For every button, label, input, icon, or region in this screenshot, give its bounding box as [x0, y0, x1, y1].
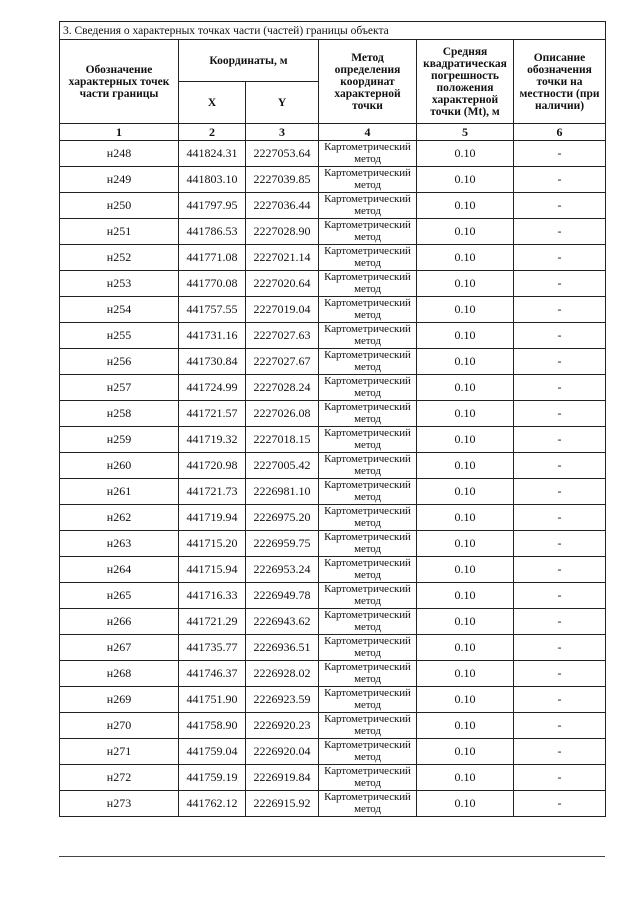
- table-row: [60, 245, 606, 271]
- point-cell: н271: [60, 739, 179, 765]
- point-cell: н270: [60, 713, 179, 739]
- point-cell: н263: [60, 531, 179, 557]
- header-method: Метод определения координат характерной точки: [319, 40, 417, 124]
- error-cell: 0.10: [417, 609, 514, 635]
- table-row: [60, 557, 606, 583]
- description-cell: -: [514, 635, 606, 661]
- x-coordinate-cell: 441759.19: [179, 765, 246, 791]
- header-y: Y: [246, 82, 319, 124]
- description-cell: -: [514, 401, 606, 427]
- error-cell: 0.10: [417, 765, 514, 791]
- description-cell: -: [514, 557, 606, 583]
- y-coordinate-cell: 2227027.67: [246, 349, 319, 375]
- point-cell: н256: [60, 349, 179, 375]
- y-coordinate-cell: 2226953.24: [246, 557, 319, 583]
- description-cell: -: [514, 219, 606, 245]
- table-row: [60, 713, 606, 739]
- x-coordinate-cell: 441803.10: [179, 167, 246, 193]
- method-cell: Картометрический метод: [319, 713, 417, 739]
- table-row: [60, 297, 606, 323]
- method-cell: Картометрический метод: [319, 427, 417, 453]
- x-coordinate-cell: 441720.98: [179, 453, 246, 479]
- point-cell: н267: [60, 635, 179, 661]
- x-coordinate-cell: 441770.08: [179, 271, 246, 297]
- column-numbers-row: [60, 124, 606, 141]
- error-cell: 0.10: [417, 375, 514, 401]
- y-coordinate-cell: 2227018.15: [246, 427, 319, 453]
- description-cell: -: [514, 167, 606, 193]
- error-cell: 0.10: [417, 661, 514, 687]
- point-cell: н272: [60, 765, 179, 791]
- x-coordinate-cell: 441771.08: [179, 245, 246, 271]
- y-coordinate-cell: 2226949.78: [246, 583, 319, 609]
- x-coordinate-cell: 441797.95: [179, 193, 246, 219]
- x-coordinate-cell: 441746.37: [179, 661, 246, 687]
- header-x: X: [179, 82, 246, 124]
- description-cell: -: [514, 791, 606, 817]
- error-cell: 0.10: [417, 635, 514, 661]
- point-cell: н266: [60, 609, 179, 635]
- table-row: [60, 479, 606, 505]
- y-coordinate-cell: 2227027.63: [246, 323, 319, 349]
- point-cell: н264: [60, 557, 179, 583]
- section-title: 3. Сведения о характерных точках части (частей) границы объекта: [60, 22, 606, 40]
- point-cell: н250: [60, 193, 179, 219]
- point-cell: н255: [60, 323, 179, 349]
- point-cell: н251: [60, 219, 179, 245]
- table-row: [60, 401, 606, 427]
- description-cell: -: [514, 609, 606, 635]
- method-cell: Картометрический метод: [319, 479, 417, 505]
- x-coordinate-cell: 441715.94: [179, 557, 246, 583]
- y-coordinate-cell: 2226943.62: [246, 609, 319, 635]
- point-cell: н269: [60, 687, 179, 713]
- error-cell: 0.10: [417, 245, 514, 271]
- table-body: [60, 141, 606, 817]
- description-cell: -: [514, 661, 606, 687]
- description-cell: -: [514, 193, 606, 219]
- header-description: Описание обозначения точки на местности (при наличии): [514, 40, 606, 124]
- method-cell: Картометрический метод: [319, 271, 417, 297]
- description-cell: -: [514, 271, 606, 297]
- x-coordinate-cell: 441716.33: [179, 583, 246, 609]
- point-cell: н254: [60, 297, 179, 323]
- column-number: 2: [179, 124, 246, 141]
- table-row: [60, 687, 606, 713]
- description-cell: -: [514, 349, 606, 375]
- point-cell: н260: [60, 453, 179, 479]
- table-row: [60, 349, 606, 375]
- method-cell: Картометрический метод: [319, 167, 417, 193]
- error-cell: 0.10: [417, 219, 514, 245]
- table-row: [60, 505, 606, 531]
- method-cell: Картометрический метод: [319, 193, 417, 219]
- point-cell: н268: [60, 661, 179, 687]
- x-coordinate-cell: 441786.53: [179, 219, 246, 245]
- y-coordinate-cell: 2227028.90: [246, 219, 319, 245]
- x-coordinate-cell: 441758.90: [179, 713, 246, 739]
- table-row: [60, 167, 606, 193]
- x-coordinate-cell: 441731.16: [179, 323, 246, 349]
- description-cell: -: [514, 713, 606, 739]
- description-cell: -: [514, 297, 606, 323]
- error-cell: 0.10: [417, 141, 514, 167]
- table-row: [60, 635, 606, 661]
- y-coordinate-cell: 2227005.42: [246, 453, 319, 479]
- x-coordinate-cell: 441757.55: [179, 297, 246, 323]
- method-cell: Картометрический метод: [319, 219, 417, 245]
- y-coordinate-cell: 2226981.10: [246, 479, 319, 505]
- y-coordinate-cell: 2226915.92: [246, 791, 319, 817]
- x-coordinate-cell: 441719.32: [179, 427, 246, 453]
- table-row: [60, 427, 606, 453]
- point-cell: н273: [60, 791, 179, 817]
- description-cell: -: [514, 739, 606, 765]
- error-cell: 0.10: [417, 713, 514, 739]
- y-coordinate-cell: 2226919.84: [246, 765, 319, 791]
- method-cell: Картометрический метод: [319, 765, 417, 791]
- error-cell: 0.10: [417, 791, 514, 817]
- description-cell: -: [514, 531, 606, 557]
- error-cell: 0.10: [417, 531, 514, 557]
- description-cell: -: [514, 583, 606, 609]
- x-coordinate-cell: 441719.94: [179, 505, 246, 531]
- description-cell: -: [514, 505, 606, 531]
- x-coordinate-cell: 441721.29: [179, 609, 246, 635]
- method-cell: Картометрический метод: [319, 453, 417, 479]
- point-cell: н249: [60, 167, 179, 193]
- method-cell: Картометрический метод: [319, 609, 417, 635]
- table-row: [60, 271, 606, 297]
- y-coordinate-cell: 2226959.75: [246, 531, 319, 557]
- y-coordinate-cell: 2226920.04: [246, 739, 319, 765]
- error-cell: 0.10: [417, 687, 514, 713]
- boundary-points-table: [59, 21, 606, 817]
- description-cell: -: [514, 687, 606, 713]
- y-coordinate-cell: 2226975.20: [246, 505, 319, 531]
- description-cell: -: [514, 141, 606, 167]
- table-row: [60, 141, 606, 167]
- method-cell: Картометрический метод: [319, 635, 417, 661]
- point-cell: н248: [60, 141, 179, 167]
- description-cell: -: [514, 375, 606, 401]
- error-cell: 0.10: [417, 297, 514, 323]
- description-cell: -: [514, 765, 606, 791]
- x-coordinate-cell: 441721.73: [179, 479, 246, 505]
- method-cell: Картометрический метод: [319, 245, 417, 271]
- method-cell: Картометрический метод: [319, 349, 417, 375]
- table-row: [60, 323, 606, 349]
- error-cell: 0.10: [417, 739, 514, 765]
- description-cell: -: [514, 453, 606, 479]
- header-coordinates: Координаты, м: [179, 40, 319, 82]
- error-cell: 0.10: [417, 479, 514, 505]
- description-cell: -: [514, 245, 606, 271]
- x-coordinate-cell: 441724.99: [179, 375, 246, 401]
- y-coordinate-cell: 2226923.59: [246, 687, 319, 713]
- table-row: [60, 453, 606, 479]
- table-row: [60, 765, 606, 791]
- method-cell: Картометрический метод: [319, 739, 417, 765]
- y-coordinate-cell: 2227036.44: [246, 193, 319, 219]
- table-row: [60, 609, 606, 635]
- description-cell: -: [514, 323, 606, 349]
- error-cell: 0.10: [417, 557, 514, 583]
- method-cell: Картометрический метод: [319, 505, 417, 531]
- x-coordinate-cell: 441730.84: [179, 349, 246, 375]
- x-coordinate-cell: 441751.90: [179, 687, 246, 713]
- method-cell: Картометрический метод: [319, 323, 417, 349]
- error-cell: 0.10: [417, 505, 514, 531]
- method-cell: Картометрический метод: [319, 791, 417, 817]
- error-cell: 0.10: [417, 401, 514, 427]
- header-designation: Обозначение характерных точек части границы: [60, 40, 179, 124]
- table-row: [60, 193, 606, 219]
- x-coordinate-cell: 441759.04: [179, 739, 246, 765]
- error-cell: 0.10: [417, 427, 514, 453]
- description-cell: -: [514, 427, 606, 453]
- y-coordinate-cell: 2227019.04: [246, 297, 319, 323]
- header-error: Средняя квадратическая погрешность положения характерной точки (Mt), м: [417, 40, 514, 124]
- x-coordinate-cell: 441762.12: [179, 791, 246, 817]
- y-coordinate-cell: 2226936.51: [246, 635, 319, 661]
- y-coordinate-cell: 2227020.64: [246, 271, 319, 297]
- point-cell: н261: [60, 479, 179, 505]
- point-cell: н265: [60, 583, 179, 609]
- y-coordinate-cell: 2227053.64: [246, 141, 319, 167]
- method-cell: Картометрический метод: [319, 531, 417, 557]
- y-coordinate-cell: 2227026.08: [246, 401, 319, 427]
- table-row: [60, 739, 606, 765]
- y-coordinate-cell: 2227039.85: [246, 167, 319, 193]
- table-row: [60, 375, 606, 401]
- x-coordinate-cell: 441824.31: [179, 141, 246, 167]
- table-row: [60, 219, 606, 245]
- method-cell: Картометрический метод: [319, 375, 417, 401]
- x-coordinate-cell: 441715.20: [179, 531, 246, 557]
- error-cell: 0.10: [417, 167, 514, 193]
- column-number: 5: [417, 124, 514, 141]
- x-coordinate-cell: 441721.57: [179, 401, 246, 427]
- y-coordinate-cell: 2226928.02: [246, 661, 319, 687]
- y-coordinate-cell: 2227028.24: [246, 375, 319, 401]
- x-coordinate-cell: 441735.77: [179, 635, 246, 661]
- error-cell: 0.10: [417, 453, 514, 479]
- method-cell: Картометрический метод: [319, 687, 417, 713]
- method-cell: Картометрический метод: [319, 661, 417, 687]
- description-cell: -: [514, 479, 606, 505]
- y-coordinate-cell: 2227021.14: [246, 245, 319, 271]
- y-coordinate-cell: 2226920.23: [246, 713, 319, 739]
- document-sheet: [59, 21, 605, 817]
- footer-divider: [59, 856, 605, 857]
- method-cell: Картометрический метод: [319, 297, 417, 323]
- point-cell: н253: [60, 271, 179, 297]
- point-cell: н259: [60, 427, 179, 453]
- error-cell: 0.10: [417, 349, 514, 375]
- method-cell: Картометрический метод: [319, 401, 417, 427]
- table-row: [60, 583, 606, 609]
- column-number: 1: [60, 124, 179, 141]
- table-row: [60, 791, 606, 817]
- method-cell: Картометрический метод: [319, 583, 417, 609]
- point-cell: н252: [60, 245, 179, 271]
- column-number: 6: [514, 124, 606, 141]
- table-row: [60, 531, 606, 557]
- point-cell: н257: [60, 375, 179, 401]
- error-cell: 0.10: [417, 271, 514, 297]
- error-cell: 0.10: [417, 323, 514, 349]
- method-cell: Картометрический метод: [319, 557, 417, 583]
- error-cell: 0.10: [417, 583, 514, 609]
- point-cell: н262: [60, 505, 179, 531]
- method-cell: Картометрический метод: [319, 141, 417, 167]
- error-cell: 0.10: [417, 193, 514, 219]
- column-number: 3: [246, 124, 319, 141]
- column-number: 4: [319, 124, 417, 141]
- table-row: [60, 661, 606, 687]
- point-cell: н258: [60, 401, 179, 427]
